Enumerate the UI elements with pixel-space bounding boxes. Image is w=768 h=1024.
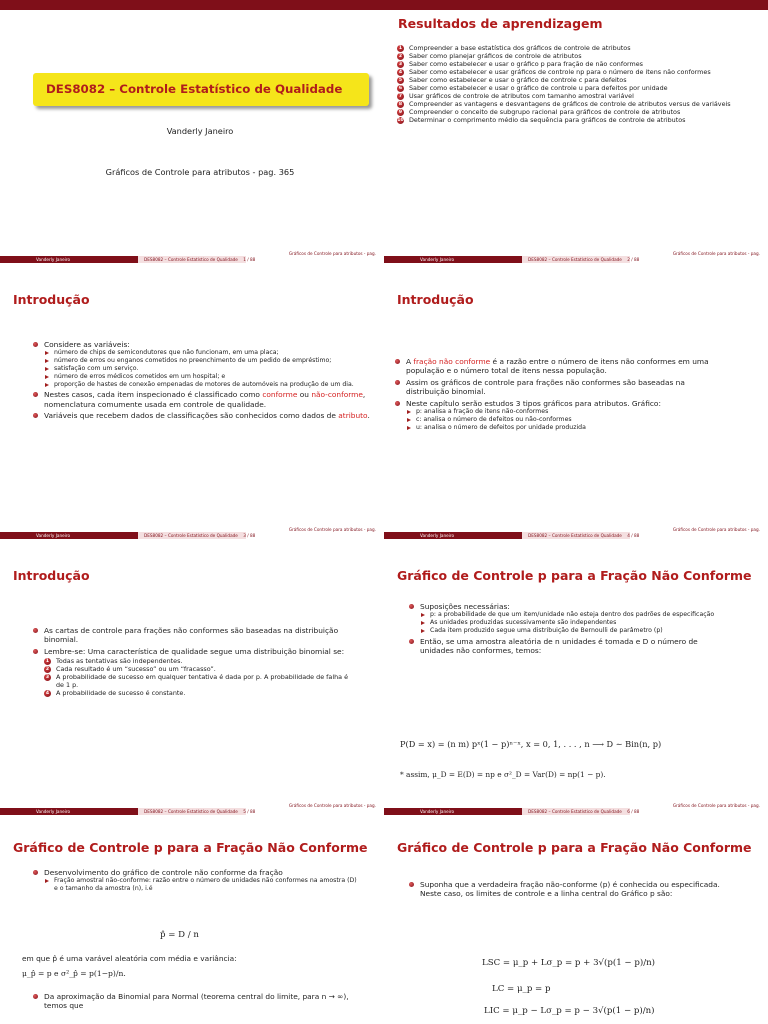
footer-author: Vanderly Janeiro — [384, 808, 522, 815]
slide-7 — [0, 828, 384, 1024]
footer-author: Vanderly Janeiro — [0, 532, 138, 539]
bullet-list — [32, 340, 374, 423]
list-item: Desenvolvimento do gráfico de controle não conforme da fração Fração amostral não-conforme: razão entre o número de unidades não conformes na amostra (D) e o tamanho da amostra (n), i.é — [32, 868, 362, 893]
list-item: 6 Saber como estabelecer e usar o gráfico de controle u para defeitos por unidade — [398, 84, 668, 92]
learning-outcomes-list — [397, 44, 761, 124]
footer-author: Vanderly Janeiro — [384, 532, 522, 539]
sub-list — [406, 408, 714, 431]
list-item: 2 Saber como planejar gráficos de controle de atributos — [398, 52, 582, 60]
footer-note: Gráficos de Controle para atributos - pag. — [672, 527, 760, 532]
bullet-list — [32, 868, 362, 895]
bullet-list — [408, 880, 728, 901]
sub-list — [44, 349, 374, 388]
slide-title: Gráfico de Controle p para a Fração Não Conforme — [397, 568, 752, 583]
list-item: número de chips de semicondutores que não funcionam, em uma placa; — [44, 349, 374, 357]
slide-1 — [0, 0, 384, 274]
list-item: Variáveis que recebem dados de classificações são conhecidos como dados de atributo. — [32, 411, 374, 420]
slide-6 — [384, 552, 768, 826]
mean-variance-text: em que p̂ é uma varável aleatória com média e variância: — [22, 954, 237, 963]
list-item: 10 Determinar o comprimento médio da sequência para gráficos de controle de atributos — [397, 116, 686, 124]
list-item: 5 Saber como estabelecer e usar o gráfico de controle c para defeitos — [398, 76, 627, 84]
footer-note: Gráficos de Controle para atributos - pag. — [288, 251, 376, 256]
footer-bar — [0, 532, 384, 539]
footer-course: DES8082 – Controle Estatístico de Qualidade 4 / 88 — [522, 532, 630, 539]
lc-equation: LC = μ_p = p — [492, 984, 551, 994]
footer-course: DES8082 – Controle Estatístico de Qualidade 1 / 88 — [138, 256, 246, 263]
footer-course: DES8082 – Controle Estatístico de Qualidade 5 / 88 — [138, 808, 246, 815]
author-name: Vanderly Janeiro — [166, 126, 234, 136]
slide-top-bar — [0, 0, 384, 10]
list-item: 4 A probabilidade de sucesso é constante. — [45, 689, 186, 698]
footer-bar — [384, 256, 768, 263]
list-item: 7 Usar gráficos de controle de atributos com tamanho amostral variável — [398, 92, 634, 100]
lsc-equation: LSC = μ_p + Lσ_p = p + 3√(p(1 − p)/n) — [482, 958, 655, 968]
bullet-list — [408, 602, 726, 658]
footer-author: Vanderly Janeiro — [0, 808, 138, 815]
slide-title: Introdução — [13, 292, 90, 307]
list-item: Então, se uma amostra aleatória de n unidades é tomada e D o número de unidades não conformes, temos: — [408, 637, 726, 656]
list-item: Cada item produzido segue uma distribuição de Bernoulli de parâmetro (p) — [420, 627, 726, 635]
footer-bar — [384, 532, 768, 539]
list-item: número de erros médicos cometidos em um hospital; e — [44, 373, 374, 381]
bullet-list — [32, 626, 354, 699]
slide-title: Gráfico de Controle p para a Fração Não Conforme — [13, 840, 368, 855]
footer-note: Gráficos de Controle para atributos - pag. — [288, 803, 376, 808]
list-item: 3 A probabilidade de sucesso em qualquer tentativa é dada por p. A probabilidade de falha é de 1 p. — [45, 673, 349, 690]
lic-equation: LIC = μ_p − Lσ_p = p − 3√(p(1 − p)/n) — [484, 1006, 655, 1016]
slide-3 — [0, 276, 384, 550]
bullet-list-2 — [32, 992, 362, 1013]
slide-title: Gráfico de Controle p para a Fração Não Conforme — [397, 840, 752, 855]
list-item: 2 Cada resultado é um “sucesso” ou um “fracasso”. — [45, 665, 216, 674]
list-item: 3 Saber como estabelecer e usar o gráfico p para fração de não conformes — [398, 60, 643, 68]
mean-variance-formula: μ_p̂ = p e σ²_p̂ = p(1−p)/n. — [22, 969, 126, 978]
list-item: A fração não conforme é a razão entre o número de itens não conformes em uma população e o número total de itens nessa população. — [394, 357, 714, 376]
list-item: proporção de hastes de conexão empenadas de motores de automóveis na produção de um dia. — [44, 381, 374, 389]
slide-5 — [0, 552, 384, 826]
list-item: 1 Todas as tentativas são independentes. — [45, 657, 183, 666]
footer-note: Gráficos de Controle para atributos - pag. — [288, 527, 376, 532]
slide-title: Introdução — [13, 568, 90, 583]
list-item: Lembre-se: Uma característica de qualidade segue uma distribuição binomial se: 1 Todas as tentativas são independentes. 2 Cada resultado é um “sucesso” ou um “fracasso”. 3 A probabilidade de sucesso em qualquer tentativa é dada por p. A probabilidade de falha é de 1 p. 4 A probabilidade de sucesso é constante. — [32, 647, 354, 697]
slide-2 — [384, 0, 768, 274]
slide-8 — [384, 828, 768, 1024]
list-item: Suposições necessárias: p: a probabilidade de que um item/unidade não esteja dentro dos padrões de especificação As unidades produzidas sucessivamente são independentes Cada item produzido segue uma distribuição de Bernoulli de parâmetro (p) — [408, 602, 726, 635]
list-item: Fração amostral não-conforme: razão entre o número de unidades não conformes na amostra (D) e o tamanho da amostra (n), i.é — [44, 877, 362, 893]
list-item: c: analisa o número de defeitos ou não-conformes — [406, 416, 714, 424]
subtitle: Gráficos de Controle para atributos - pag. 365 — [105, 167, 295, 177]
sub-list — [44, 877, 362, 893]
list-item: p: analisa a fração de itens não-conformes — [406, 408, 714, 416]
list-item: As cartas de controle para frações não conformes são baseadas na distribuição binomial. — [32, 626, 354, 645]
list-item: 8 Compreender as vantagens e desvantagens de gráficos de controle de atributos versus de variáveis — [398, 100, 731, 108]
mean-variance-line: * assim, μ_D = E(D) = np e σ²_D = Var(D) = np(1 − p). — [400, 770, 606, 779]
list-item: número de erros ou enganos cometidos no preenchimento de um pedido de empréstimo; — [44, 357, 374, 365]
list-item: 4 Saber como estabelecer e usar gráficos de controle np para o número de itens não conformes — [398, 68, 711, 76]
list-item: 9 Compreender o conceito de subgrupo racional para gráficos de controle de atributos — [398, 108, 681, 116]
footer-course: DES8082 – Controle Estatístico de Qualidade 6 / 88 — [522, 808, 630, 815]
slide-title: Introdução — [397, 292, 474, 307]
title-box: DES8082 – Controle Estatístico de Qualidade — [33, 73, 369, 106]
footer-bar — [384, 808, 768, 815]
list-item: Assim os gráficos de controle para frações não conformes são baseadas na distribuição binomial. — [394, 378, 714, 397]
binomial-equation: P(D = x) = (n m) pˣ(1 − p)ⁿ⁻ˣ, x = 0, 1, . . . , n ⟶ D ∼ Bin(n, p) — [400, 739, 662, 749]
footer-course: DES8082 – Controle Estatístico de Qualidade 3 / 88 — [138, 532, 246, 539]
bullet-list — [394, 357, 714, 433]
slide-title: Resultados de aprendizagem — [398, 16, 603, 31]
footer-bar — [0, 808, 384, 815]
list-item: Da aproximação da Binomial para Normal (teorema central do limite, para n → ∞), temos que — [32, 992, 362, 1011]
list-item: 1 Compreender a base estatística dos gráficos de controle de atributos — [398, 44, 631, 52]
footer-author: Vanderly Janeiro — [384, 256, 522, 263]
footer-note: Gráficos de Controle para atributos - pag. — [672, 251, 760, 256]
footer-author: Vanderly Janeiro — [0, 256, 138, 263]
list-item: Neste capítulo serão estudos 3 tipos gráficos para atributos. Gráfico: p: analisa a fração de itens não-conformes c: analisa o número de defeitos ou não-conformes u: analisa o número de defeitos por unidade produzida — [394, 399, 714, 432]
footer-course: DES8082 – Controle Estatístico de Qualidade 2 / 88 — [522, 256, 630, 263]
numbered-list — [44, 657, 354, 697]
list-item: Nestes casos, cada item inspecionado é classificado como conforme ou não-conforme, nomenclatura comumente usada em controle de qualidade. — [32, 390, 374, 409]
sample-fraction-equation: p̂ = D / n — [160, 930, 199, 940]
slide-top-bar — [384, 0, 768, 10]
footer-bar — [0, 256, 384, 263]
list-item: p: a probabilidade de que um item/unidade não esteja dentro dos padrões de especificação — [420, 611, 726, 619]
list-item: u: analisa o número de defeitos por unidade produzida — [406, 424, 714, 432]
list-item: Considere as variáveis: número de chips de semicondutores que não funcionam, em uma placa; número de erros ou enganos cometidos no preenchimento de um pedido de empréstimo; satisfação com um serviço. número de erros médicos cometidos em um hospital; e proporção de hastes de conexão empenadas de motores de automóveis na produção de um dia. — [32, 340, 374, 388]
list-item: Suponha que a verdadeira fração não-conforme (p) é conhecida ou especificada. Neste caso, os limites de controle e a linha central do Gráfico p são: — [408, 880, 728, 899]
footer-note: Gráficos de Controle para atributos - pag. — [672, 803, 760, 808]
slide-4 — [384, 276, 768, 550]
list-item: As unidades produzidas sucessivamente são independentes — [420, 619, 726, 627]
list-item: satisfação com um serviço. — [44, 365, 374, 373]
sub-list — [420, 611, 726, 634]
